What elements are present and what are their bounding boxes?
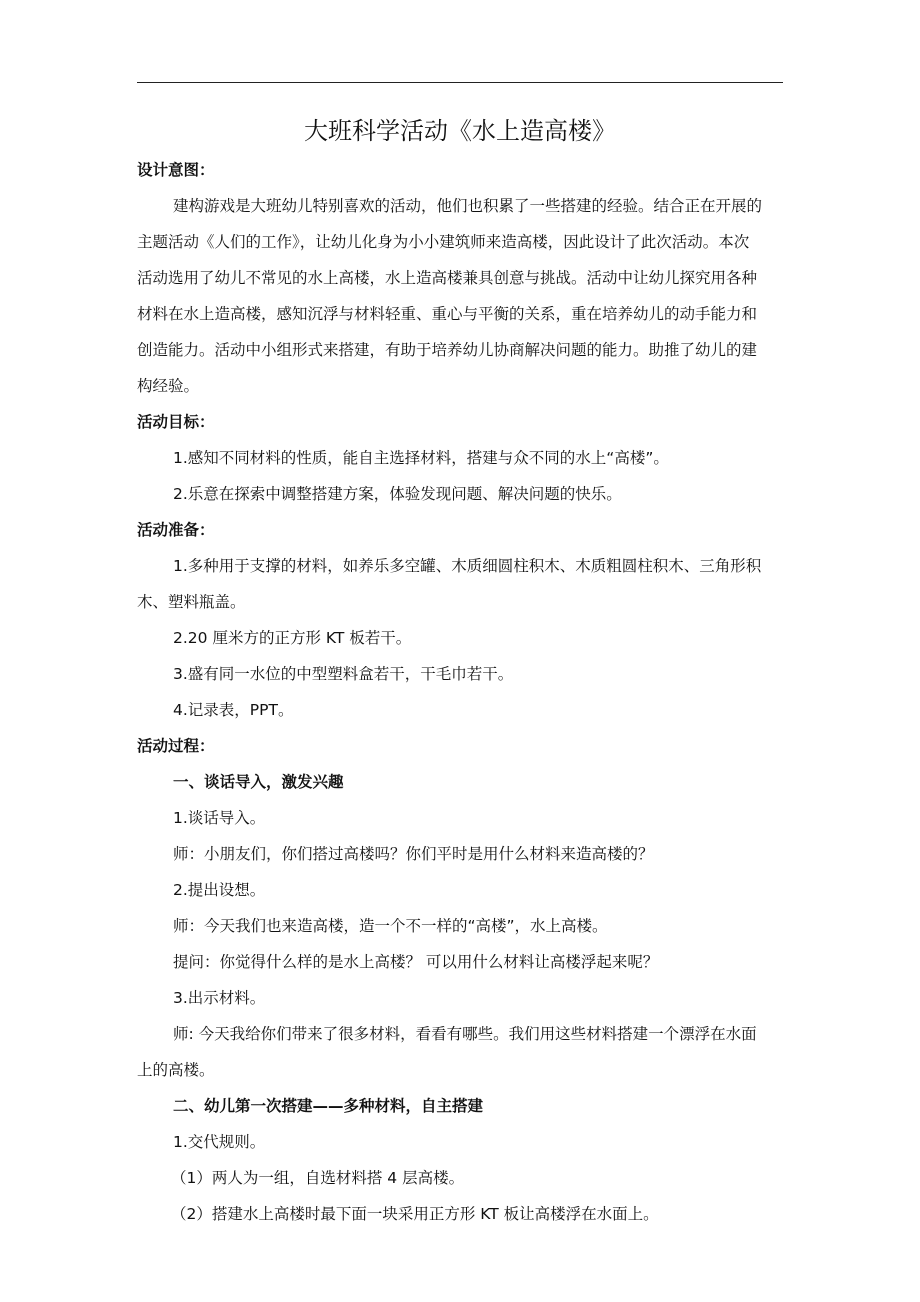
goal-item: 2.乐意在探索中调整搭建方案，体验发现问题、解决问题的快乐。 bbox=[173, 485, 622, 503]
process-line: 提问：你觉得什么样的是水上高楼？ 可以用什么材料让高楼浮起来呢？ bbox=[173, 953, 659, 971]
process-line: 1.交代规则。 bbox=[173, 1133, 266, 1151]
document-title: 大班科学活动《水上造高楼》 bbox=[304, 117, 616, 145]
prep-item: 1.多种用于支撑的材料，如养乐多空罐、木质细圆柱积木、木质粗圆柱积木、三角形积 bbox=[173, 557, 762, 575]
prep-item-continued: 木、塑料瓶盖。 bbox=[137, 593, 246, 611]
prep-item: 4.记录表，PPT。 bbox=[173, 701, 294, 719]
prep-item: 3.盛有同一水位的中型塑料盒若干，干毛巾若干。 bbox=[173, 665, 514, 683]
process-line: （1）两人为一组，自选材料搭 4 层高楼。 bbox=[171, 1169, 465, 1187]
process-line: 3.出示材料。 bbox=[173, 989, 266, 1007]
document-body bbox=[137, 152, 783, 1232]
process-line: 师：小朋友们，你们搭过高楼吗？你们平时是用什么材料来造高楼的？ bbox=[173, 845, 654, 863]
section-heading-design: 设计意图： bbox=[137, 161, 215, 179]
prep-item: 2.20 厘米方的正方形 KT 板若干。 bbox=[173, 629, 412, 647]
step-heading-1: 一、谈话导入，激发兴趣 bbox=[173, 773, 344, 791]
section-heading-preparation: 活动准备： bbox=[137, 521, 215, 539]
process-line: 1.谈话导入。 bbox=[173, 809, 266, 827]
design-paragraph-line: 构经验。 bbox=[137, 377, 200, 395]
design-paragraph-line: 材料在水上造高楼，感知沉浮与材料轻重、重心与平衡的关系，重在培养幼儿的动手能力和 bbox=[137, 305, 758, 323]
design-paragraph-line: 创造能力。活动中小组形式来搭建，有助于培养幼儿协商解决问题的能力。助推了幼儿的建 bbox=[137, 341, 758, 359]
design-paragraph-line: 建构游戏是大班幼儿特别喜欢的活动，他们也积累了一些搭建的经验。结合正在开展的 bbox=[173, 197, 763, 215]
process-line: 师：今天我们也来造高楼，造一个不一样的“高楼”，水上高楼。 bbox=[173, 917, 608, 935]
section-heading-process: 活动过程： bbox=[137, 737, 215, 755]
process-line-continued: 上的高楼。 bbox=[137, 1061, 215, 1079]
process-line: （2）搭建水上高楼时最下面一块采用正方形 KT 板让高楼浮在水面上。 bbox=[171, 1205, 659, 1223]
header-rule bbox=[137, 82, 783, 83]
process-line: 2.提出设想。 bbox=[173, 881, 266, 899]
design-paragraph-line: 主题活动《人们的工作》，让幼儿化身为小小建筑师来造高楼，因此设计了此次活动。本次 bbox=[137, 233, 750, 251]
section-heading-goals: 活动目标： bbox=[137, 413, 215, 431]
goal-item: 1.感知不同材料的性质，能自主选择材料，搭建与众不同的水上“高楼”。 bbox=[173, 449, 669, 467]
design-paragraph-line: 活动选用了幼儿不常见的水上高楼，水上造高楼兼具创意与挑战。活动中让幼儿探究用各种 bbox=[137, 269, 758, 287]
process-line: 师: 今天我给你们带来了很多材料，看看有哪些。我们用这些材料搭建一个漂浮在水面 bbox=[173, 1025, 757, 1043]
step-heading-2: 二、幼儿第一次搭建——多种材料，自主搭建 bbox=[173, 1097, 484, 1115]
